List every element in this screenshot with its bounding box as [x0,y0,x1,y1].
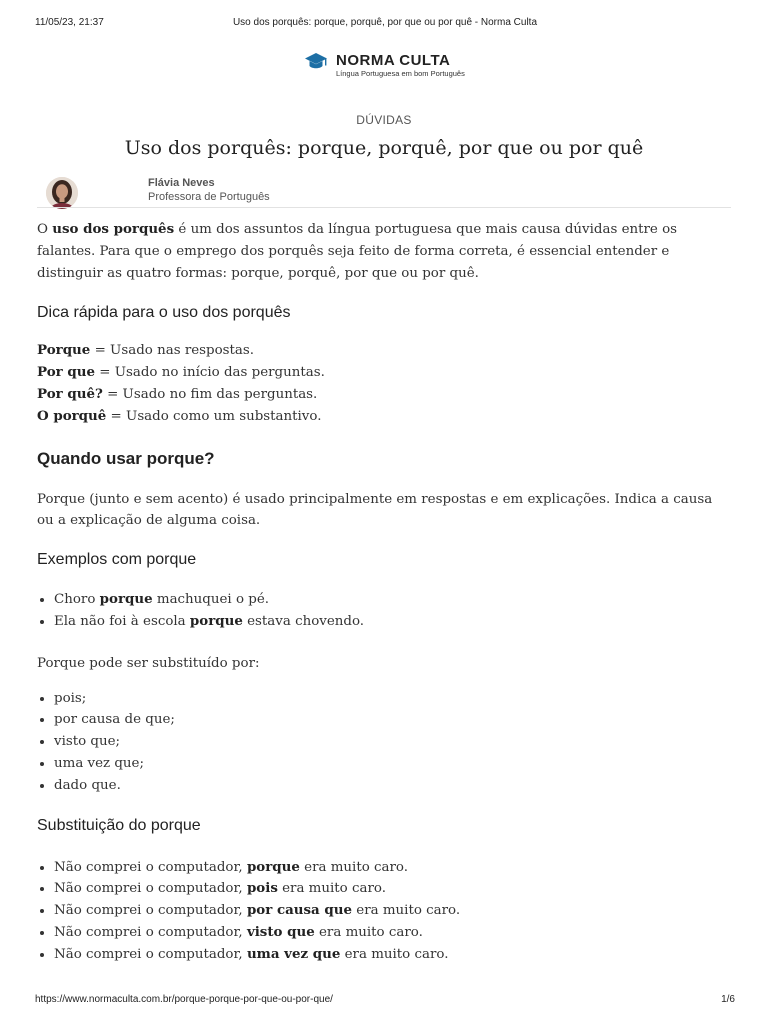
author-name[interactable]: Flávia Neves [148,177,215,189]
tip-item: Porque = Usado nas respostas. [37,342,255,359]
list-item: • por causa de que; [54,709,733,731]
site-logo[interactable] [304,51,474,83]
list-item: • Não comprei o computador, visto que era muito caro. [54,922,733,944]
brand-name: NORMA CULTA [336,52,451,69]
list-item: • Ela não foi à escola porque estava chovendo. [54,611,733,633]
print-page-title: Uso dos porquês: porque, porquê, por que ou por quê - Norma Culta [232,17,538,28]
page-number: 1/6 [721,994,735,1005]
tip-item: Por que = Usado no início das perguntas. [37,364,325,381]
list-item: • uma vez que; [54,753,733,775]
examples-list [37,589,733,633]
list-item: • Não comprei o computador, pois era muito caro. [54,878,733,900]
list-item: • pois; [54,688,733,710]
article-body [37,219,733,966]
print-url: https://www.normaculta.com.br/porque-porque-por-que-ou-por-que/ [35,994,333,1005]
list-item: • Choro porque machuquei o pé. [54,589,733,611]
replacements-list [37,688,733,797]
intro-paragraph: O uso dos porquês é um dos assuntos da língua portuguesa que mais causa dúvidas entre os falantes. Para que o emprego dos porquês seja feito de forma correta, é essencial entender e distinguir as quatro formas: porque, porquê, por que ou por quê. [37,221,678,281]
replace-intro: Porque pode ser substituído por: [37,655,260,671]
print-footer [35,994,735,1008]
list-item: • Não comprei o computador, por causa que era muito caro. [54,900,733,922]
list-item: • visto que; [54,731,733,753]
print-datetime: 11/05/23, 21:37 [35,17,104,28]
tips-list [37,340,733,427]
tip-heading: Dica rápida para o uso dos porquês [37,304,291,322]
examples-heading: Exemplos com porque [37,551,197,569]
substitutions-list [37,857,733,966]
graduation-cap-icon [304,52,328,72]
author-info [45,176,735,208]
article-title: Uso dos porquês: porque, porquê, por que ou por quê [124,137,644,159]
brand-tagline: Língua Portuguesa em bom Português [336,69,465,78]
tip-item: Por quê? = Usado no fim das perguntas. [37,385,318,402]
avatar [46,177,78,209]
author-role: Professora de Português [148,191,270,203]
list-item: • dado que. [54,775,733,797]
divider [37,207,731,208]
print-header [35,17,735,31]
substitution-heading: Substituição do porque [37,816,201,834]
list-item: • Não comprei o computador, porque era muito caro. [54,857,733,879]
when-paragraph: Porque (junto e sem acento) é usado principalmente em respostas e em explicações. Indica a causa ou a explicação de alguma coisa. [37,491,713,529]
list-item: • Não comprei o computador, uma vez que era muito caro. [54,944,733,966]
article-category[interactable]: DÚVIDAS [356,113,412,127]
tip-item: O porquê = Usado como um substantivo. [37,407,322,424]
when-heading: Quando usar porque? [37,448,215,468]
